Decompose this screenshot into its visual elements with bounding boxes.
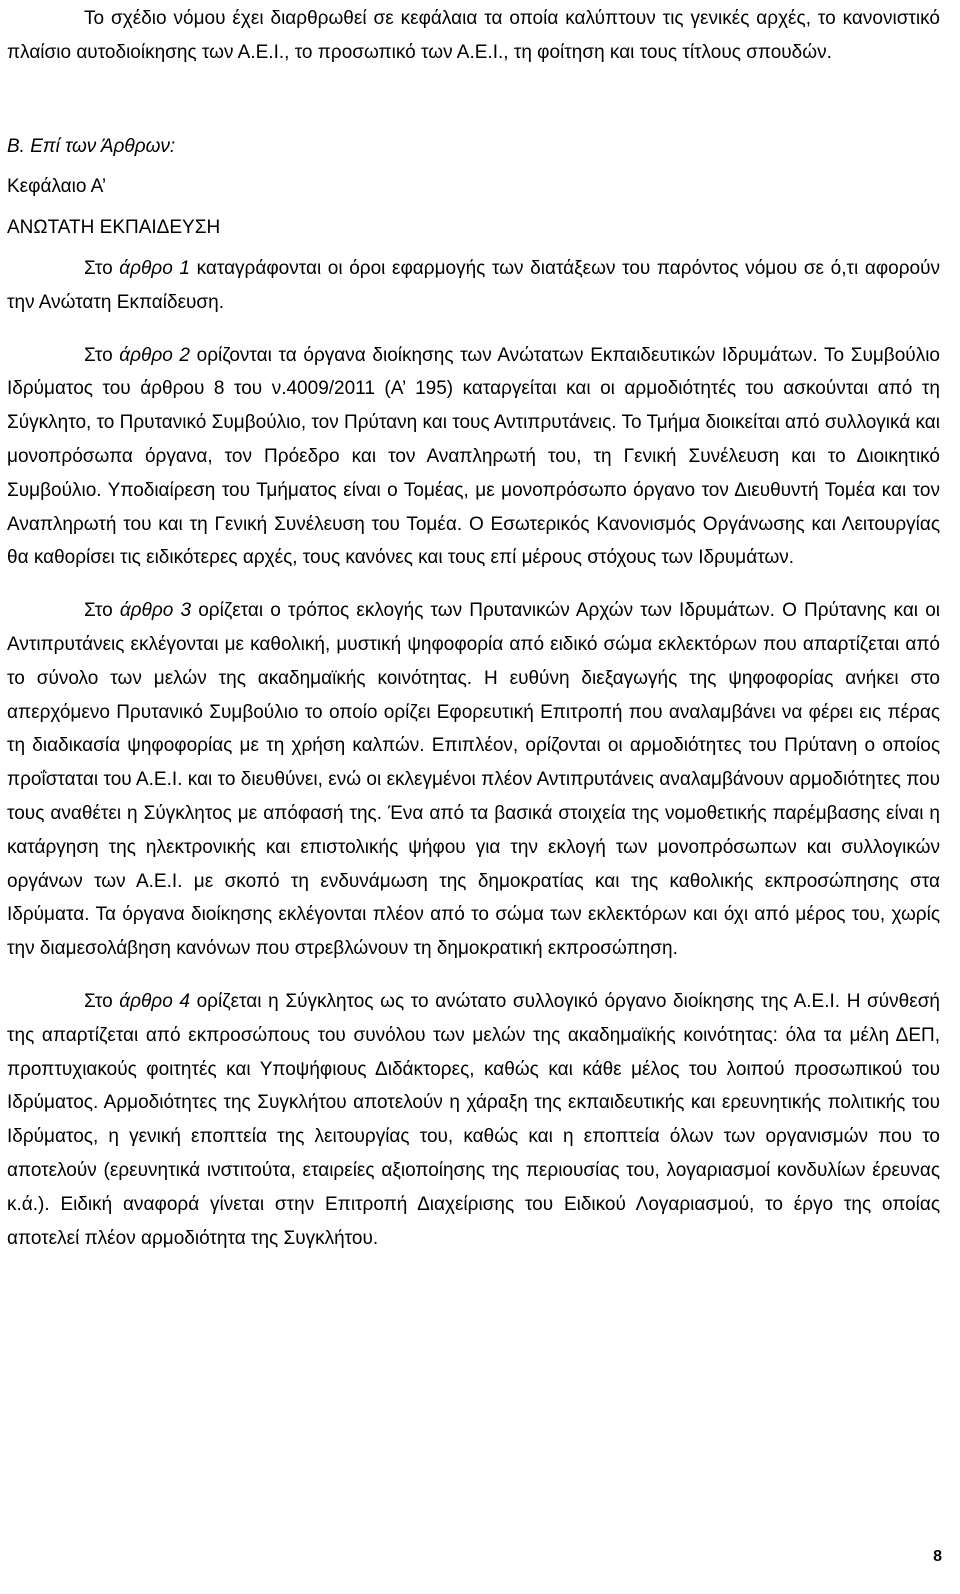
article-3-text: ορίζεται ο τρόπος εκλογής των Πρυτανικών Αρχών των Ιδρυμάτων. Ο Πρύτανης και οι Αντιπρυτάνεις εκλέγονται με καθολική, μυστική ψηφοφορία από ειδικό σώμα εκλεκτόρων που απαρτίζεται από το σύνολο των μελών της ακαδημαϊκής κοινότητας. Η ευθύνη διεξαγωγής της ψηφοφορίας ανήκει στο απερχόμενο Πρυτανικό Συμβούλιο το οποίο ορίζει Εφορευτική Επιτροπή που αναλαμβάνει να φέρει εις πέρας τη διαδικασία ψηφοφορίας με τη χρήση καλπών. Επιπλέον, ορίζονται οι αρμοδιότητες του Πρύτανη ο οποίος προΐσταται του Α.Ε.Ι. και το διευθύνει, ενώ οι εκλεγμένοι πλέον Αντιπρυτάνεις αναλαμβάνουν αρμοδιότητες που τους αναθέτει η Σύγκλητος με απόφασή της. Ένα από τα βασικά στοιχεία της νομοθετικής παρέμβασης είναι η κατάργηση της ηλεκτρονικής και επιστολικής ψήφου για την εκλογή των μονοπρόσωπων και συλλογικών οργάνων των Α.Ε.Ι. με σκοπό τη ενδυνάμωση της δημοκρατίας και της καθολικής εκπροσώπησης στα Ιδρύματα. Τα όργανα διοίκησης εκλέγονται πλέον από το σώμα των εκλεκτόρων και όχι από μέρος του, χωρίς την διαμεσολάβηση κανόνων που στρεβλώνουν τη δημοκρατική εκπροσώπηση. [7, 600, 940, 960]
article-2-ref: άρθρο 2 [119, 344, 190, 366]
article-4-lead: Στο [84, 990, 120, 1012]
article-1-ref: άρθρο 1 [119, 257, 190, 279]
article-4-text: ορίζεται η Σύγκλητος ως το ανώτατο συλλογικό όργανο διοίκησης της Α.Ε.Ι. Η σύνθεσή της απαρτίζεται από εκπροσώπους του συνόλου των μελών της ακαδημαϊκής κοινότητας: όλα τα μέλη ΔΕΠ, προπτυχιακούς φοιτητές και Υποψήφιους Διδάκτορες, καθώς και κάθε μέλος του λοιπού προσωπικού του Ιδρύματος. Αρμοδιότητες της Συγκλήτου αποτελούν η χάραξη της εκπαιδευτικής και ερευνητικής πολιτικής του Ιδρύματος, η γενική εποπτεία της λειτουργίας του, καθώς και η εποπτεία όλων των οργανισμών που το αποτελούν (ερευνητικά ινστιτούτα, εταιρείες αξιοποίησης της περιουσίας του, λογαριασμοί κονδυλίων έρευνας κ.ά.). Ειδική αναφορά γίνεται στην Επιτροπή Διαχείρισης του Ειδικού Λογαριασμού, το έργο της οποίας αποτελεί πλέον αρμοδιότητα της Συγκλήτου. [7, 990, 940, 1249]
article-3-ref: άρθρο 3 [119, 600, 192, 622]
article-2-lead: Στο [84, 344, 120, 366]
page-number: 8 [933, 1548, 942, 1565]
text-column [7, 0, 940, 1255]
article-4-ref: άρθρο 4 [119, 990, 190, 1012]
article-3-lead: Στο [84, 600, 120, 622]
article-4-paragraph [7, 985, 940, 1255]
chapter-label: Κεφάλαιο Α’ [7, 176, 107, 198]
intro-text: Το σχέδιο νόμου έχει διαρθρωθεί σε κεφάλαια τα οποία καλύπτουν τις γενικές αρχές, το κανονιστικό πλαίσιο αυτοδιοίκησης των Α.Ε.Ι., το προσωπικό των Α.Ε.Ι., τη φοίτηση και τους τίτλους σπουδών. [7, 8, 940, 63]
article-1-text: καταγράφονται οι όροι εφαρμογής των διατάξεων του παρόντος νόμου σε ό,τι αφορούν την Ανώτατη Εκπαίδευση. [7, 257, 940, 313]
article-1-lead: Στο [84, 257, 120, 279]
article-2-text: ορίζονται τα όργανα διοίκησης των Ανώτατων Εκπαιδευτικών Ιδρυμάτων. Το Συμβούλιο Ιδρύματος του άρθρου 8 του ν.4009/2011 (Α’ 195) καταργείται και οι αρμοδιότητές του ασκούνται από τη Σύγκλητο, το Πρυτανικό Συμβούλιο, τον Πρύτανη και τους Αντιπρυτάνεις. Το Τμήμα διοικείται από συλλογικά και μονοπρόσωπα όργανα, τον Πρόεδρο και τον Αναπληρωτή του, τη Γενική Συνέλευση και το Διοικητικό Συμβούλιο. Υποδιαίρεση του Τμήματος είναι ο Τομέας, με μονοπρόσωπο όργανο τον Διευθυντή Τομέα και τον Αναπληρωτή του και τη Γενική Συνέλευση του Τομέα. Ο Εσωτερικός Κανονισμός Οργάνωσης και Λειτουργίας θα καθορίσει τις ειδικότερες αρχές, τους κανόνες και τους επί μέρους στόχους των Ιδρυμάτων. [7, 344, 941, 569]
article-3-paragraph [7, 594, 940, 966]
article-2-paragraph [7, 339, 940, 576]
intro-paragraph [7, 2, 940, 70]
article-1-paragraph [7, 252, 940, 320]
chapter-title: ΑΝΩΤΑΤΗ ΕΚΠΑΙΔΕΥΣΗ [7, 217, 221, 239]
section-b-title: Β. Επί των Άρθρων: [7, 135, 176, 157]
